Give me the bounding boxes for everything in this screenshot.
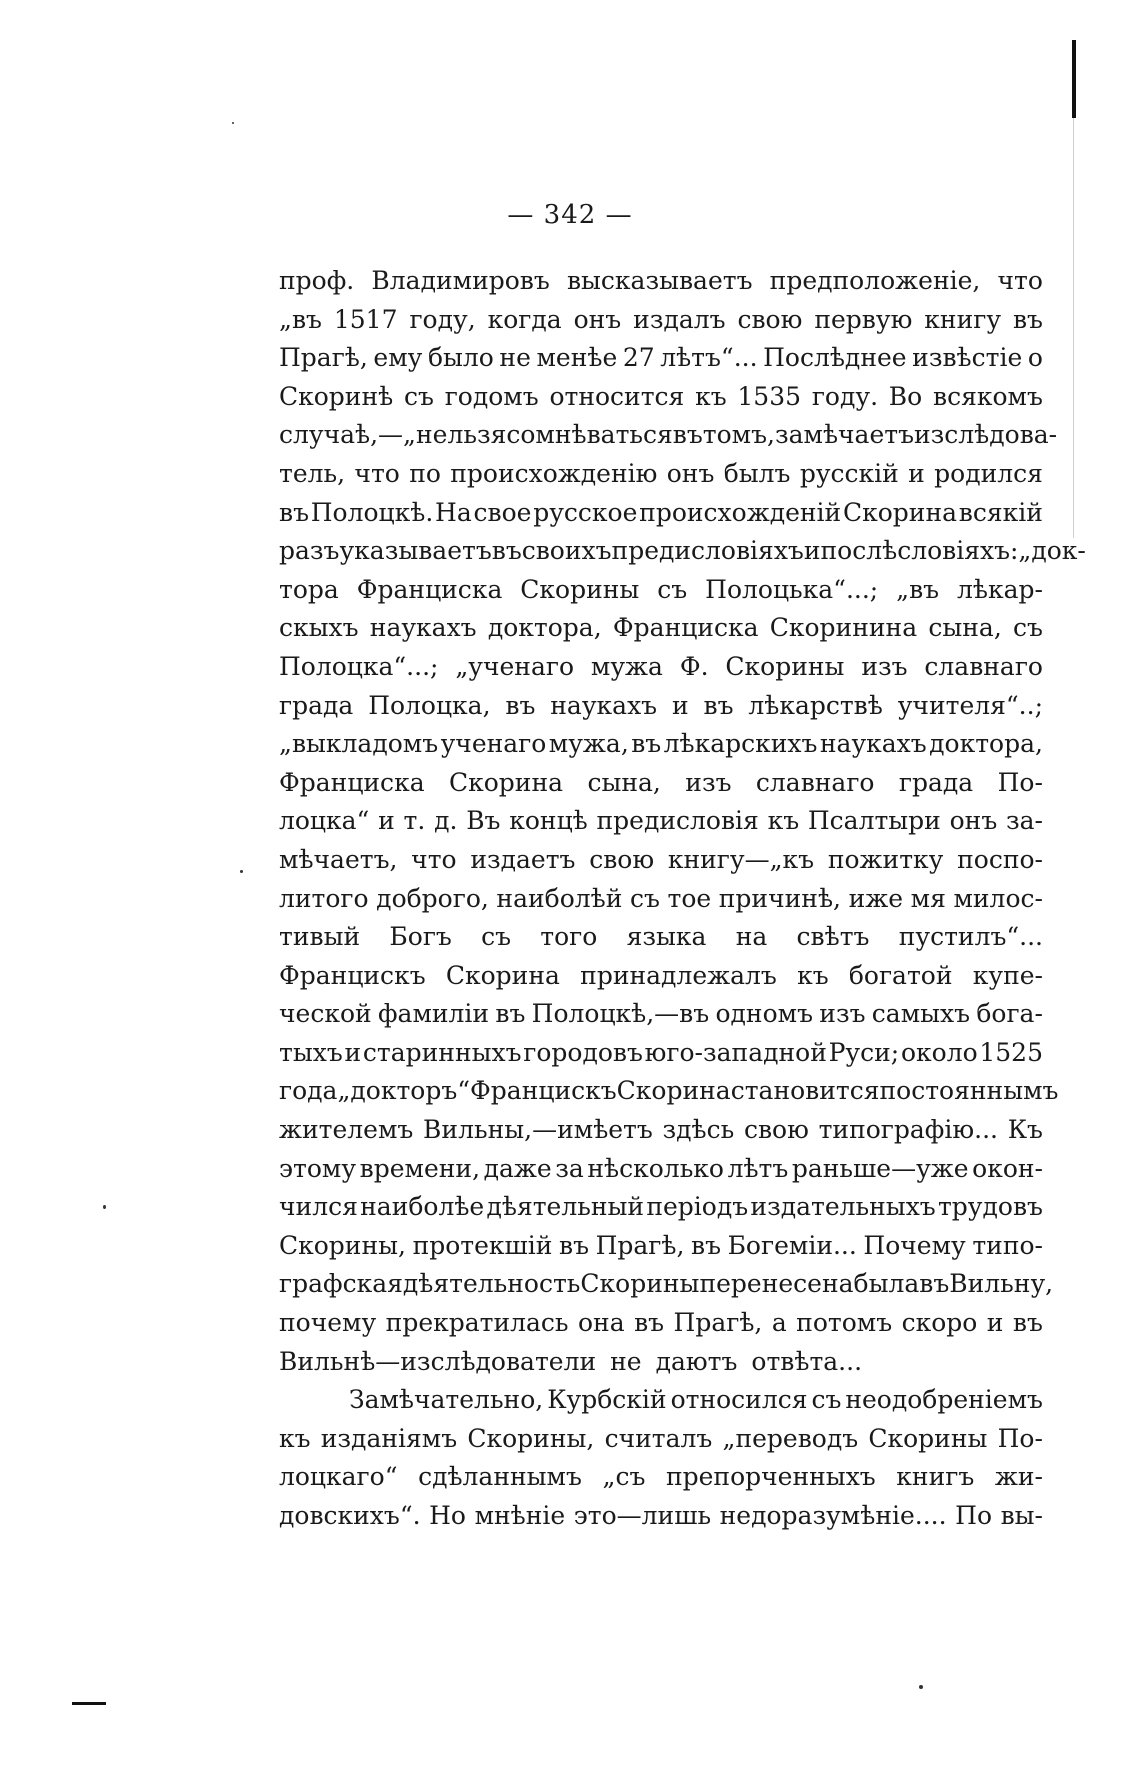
word: когда (487, 304, 562, 334)
word: года (279, 1076, 338, 1106)
word: пустилъ“... (898, 922, 1043, 952)
word: поспо- (957, 844, 1043, 874)
word: Прагѣ, (673, 1308, 763, 1338)
word: 1535 (737, 381, 802, 411)
word: менѣе (536, 343, 618, 373)
word: Послѣднее (763, 343, 907, 373)
word: мя (910, 883, 946, 913)
word: Скорины, (279, 1230, 406, 1260)
word: онъ (949, 806, 998, 836)
text-line (279, 1150, 1043, 1189)
text-line (279, 995, 1043, 1034)
word: града (279, 690, 354, 720)
text-line (279, 802, 1043, 841)
word: къ (767, 806, 800, 836)
word: скоро (901, 1308, 978, 1338)
word: Скорина (449, 767, 564, 797)
word: проф. (279, 266, 355, 295)
word: Вильнѣ—изслѣдователи (279, 1346, 597, 1376)
text-line (279, 494, 1043, 533)
word: лѣтъ“... (660, 343, 758, 373)
text-line (279, 648, 1043, 687)
word: и (908, 458, 925, 488)
word: происхожденію (450, 458, 658, 488)
word: мужа (590, 651, 663, 681)
text-line (279, 1497, 1043, 1536)
word: книгъ (896, 1462, 975, 1492)
word: онъ (573, 304, 622, 334)
word: около (900, 1037, 978, 1067)
text-line (279, 262, 1043, 301)
word: къ (695, 381, 727, 411)
word: съ (811, 1385, 842, 1415)
word: самыхъ (871, 999, 971, 1029)
word: Вильну, (949, 1269, 1054, 1299)
word: Францискъ (279, 960, 426, 990)
word: мѣчаетъ, (279, 844, 398, 874)
word: града (898, 767, 974, 797)
word: свое (473, 497, 532, 527)
word: скыхъ (279, 613, 359, 643)
word: здѣсь (662, 1115, 735, 1145)
word: мужа, (548, 729, 629, 759)
word: сына, (928, 613, 1002, 643)
word: не (499, 343, 531, 373)
word: По (955, 1501, 992, 1530)
word: Скоринѣ (279, 381, 394, 411)
word: Въ (466, 806, 501, 836)
word: Во (888, 381, 923, 411)
word: что (411, 844, 457, 874)
word: неодобреніемъ (845, 1385, 1043, 1415)
word: богатой (848, 960, 953, 990)
word: „докторъ“ (337, 1076, 471, 1106)
word: „въ (279, 304, 322, 334)
word: лѣкарскихъ (663, 729, 818, 759)
text-line (279, 1458, 1043, 1497)
word: извѣстіе (912, 343, 1023, 373)
word: Прагѣ, (279, 343, 368, 373)
word: фамиліи (377, 999, 490, 1029)
word: Богеміи... (727, 1230, 857, 1260)
word: языка (626, 922, 707, 952)
word: а (771, 1308, 787, 1338)
text-line (279, 764, 1043, 803)
scan-speck (232, 122, 234, 124)
word: по (409, 458, 441, 488)
word: прекратилась (385, 1308, 569, 1338)
word: относится (549, 381, 685, 411)
word: потомъ (796, 1308, 893, 1338)
word: съ (481, 922, 512, 952)
word: томъ, (702, 420, 775, 450)
word: первую (814, 304, 913, 334)
word: почему (279, 1308, 377, 1338)
word: Скорины (580, 1269, 700, 1299)
word: съ (657, 574, 688, 604)
word: пожитку (827, 844, 944, 874)
word: этому (279, 1153, 357, 1183)
word: въ (491, 536, 522, 566)
word: онъ (666, 458, 715, 488)
word: протекшій (412, 1230, 553, 1260)
word: въ (1012, 1308, 1043, 1338)
word: доброго, (376, 883, 489, 913)
word: за (555, 1153, 584, 1183)
word: Псалтыри (807, 806, 941, 836)
word: въ (691, 1230, 721, 1260)
text-line (279, 378, 1043, 417)
word: считалъ (604, 1423, 713, 1453)
word: въ (631, 729, 662, 759)
word: Къ (1007, 1115, 1043, 1145)
word: была (853, 1269, 920, 1299)
word: отвѣта... (751, 1346, 863, 1376)
word: происхожденій (639, 497, 842, 527)
word: Но (429, 1501, 466, 1530)
word: окон- (972, 1153, 1043, 1183)
word: году. (811, 381, 879, 411)
word: Скорина (445, 960, 560, 990)
word: вы- (1000, 1501, 1043, 1530)
word: сомнѣваться (506, 420, 673, 450)
word: всякомъ (933, 381, 1043, 411)
word: 1525 (979, 1037, 1043, 1067)
word: Скорины (868, 1423, 988, 1453)
word: Вильны,—имѣетъ (423, 1115, 653, 1145)
word: „съ (602, 1462, 646, 1492)
word: въ (919, 1269, 950, 1299)
word: жителемъ (279, 1115, 414, 1145)
word: недоразумѣніе.... (719, 1501, 947, 1530)
word: времени, (359, 1153, 481, 1183)
word: Франциска (279, 767, 425, 797)
word: „выкладомъ (279, 729, 439, 759)
word: Курбскій (547, 1385, 667, 1415)
word: разъ (279, 536, 340, 566)
word: и (986, 1308, 1004, 1338)
word: литого (279, 883, 369, 913)
word: наукахъ (369, 613, 477, 643)
word: ученаго (440, 729, 547, 759)
word: раньше—уже (791, 1153, 969, 1183)
word: было (427, 343, 494, 373)
scan-speck (240, 870, 243, 873)
word: не (610, 1346, 642, 1376)
word: концѣ (509, 806, 588, 836)
word: книгу (924, 304, 1002, 334)
word: сына, (587, 767, 661, 797)
word: „въ (896, 574, 940, 604)
word: свою (743, 1115, 809, 1145)
word: „док- (1018, 536, 1086, 566)
word: юго-западной (644, 1037, 827, 1067)
word: Полоцка, (368, 690, 491, 720)
word: Полоцька“...; (705, 574, 879, 604)
word: что (354, 458, 400, 488)
word: одномъ (715, 999, 813, 1029)
word: славнаго (755, 767, 875, 797)
word: ему (373, 343, 423, 373)
word: купе- (972, 960, 1043, 990)
word: даютъ (655, 1346, 738, 1376)
scan-speck (919, 1685, 923, 1689)
word: Скорины (520, 574, 640, 604)
word: старинныхъ (362, 1037, 522, 1067)
word: изъ (819, 999, 866, 1029)
word: Скоринина (769, 613, 918, 643)
word: это—лишь (573, 1501, 712, 1530)
word: становится (730, 1076, 880, 1106)
word: Прагѣ, (595, 1230, 685, 1260)
word: постояннымъ (879, 1076, 1059, 1106)
word: относился (670, 1385, 808, 1415)
margin-rule-faint (1073, 118, 1074, 538)
word: тое (667, 883, 712, 913)
word: послѣсловіяхъ: (820, 536, 1019, 566)
word: принадлежалъ (580, 960, 777, 990)
word: По- (997, 767, 1043, 797)
word: славнаго (924, 651, 1043, 681)
word: изданіямъ (320, 1423, 458, 1453)
text-line (279, 1420, 1043, 1459)
word: къ (279, 1423, 311, 1453)
text-line (279, 301, 1043, 340)
word: Скорина (842, 497, 958, 527)
word: указываетъ (339, 536, 492, 566)
text-line (279, 1034, 1043, 1073)
text-line (279, 416, 1058, 455)
word: учителя“..; (897, 690, 1043, 720)
word: своихъ (521, 536, 612, 566)
text-line (279, 1343, 1043, 1382)
text-line (279, 841, 1043, 880)
word: она (578, 1308, 625, 1338)
text-line (279, 1188, 1043, 1227)
word: въ (672, 420, 703, 450)
word: періодъ (646, 1192, 749, 1222)
word: предисловія (596, 806, 759, 836)
word: препорченныхъ (665, 1462, 876, 1492)
text-line (279, 1265, 1054, 1304)
word: По- (997, 1423, 1043, 1453)
word: въ (703, 690, 734, 720)
word: лѣкар- (957, 574, 1043, 604)
word: Почему (863, 1230, 966, 1260)
word: Франциска (356, 574, 503, 604)
word: „переводъ (722, 1423, 859, 1453)
text-line (279, 1072, 1059, 1111)
word: изслѣдова- (914, 420, 1058, 450)
word: 1517 (333, 304, 398, 334)
word: и (378, 806, 395, 836)
word: тивый (279, 922, 361, 952)
word: съ (1013, 613, 1043, 643)
text-line (279, 532, 1086, 571)
text-line (279, 725, 1043, 764)
word: Богъ (389, 922, 452, 952)
word: изъ (685, 767, 732, 797)
word: русское (533, 497, 638, 527)
word: наукахъ (819, 729, 927, 759)
word: съ (629, 883, 660, 913)
word: въ (495, 999, 526, 1029)
word: и (671, 690, 689, 720)
word: городовъ (523, 1037, 643, 1067)
word: лѣкарствѣ (748, 690, 883, 720)
word: издаетъ (470, 844, 576, 874)
word: свѣтъ (796, 922, 870, 952)
word: въ (559, 1230, 589, 1260)
word: въ (1012, 304, 1043, 334)
word: нѣсколько (587, 1153, 724, 1183)
word: Замѣчательно, (349, 1385, 544, 1415)
text-line (279, 339, 1043, 378)
word: милос- (953, 883, 1043, 913)
word: Скорины, (467, 1423, 595, 1453)
word: о (1027, 343, 1043, 373)
word: съ (404, 381, 434, 411)
word: наукахъ (550, 690, 658, 720)
word: замѣчаетъ (774, 420, 914, 450)
word: На (435, 497, 472, 527)
word: типографію... (818, 1115, 998, 1145)
word: въ (279, 497, 309, 527)
scan-speck (103, 1205, 106, 1209)
word: наиболѣе (360, 1192, 485, 1222)
word: дѣятельный (486, 1192, 645, 1222)
word: мнѣніе (474, 1501, 566, 1530)
word: т. (403, 806, 426, 836)
word: Ф. (679, 651, 709, 681)
word: на (735, 922, 768, 952)
word: перенесена (699, 1269, 854, 1299)
text-line (279, 1381, 1043, 1420)
word: тыхъ (279, 1037, 343, 1067)
word: Францискъ (470, 1076, 617, 1106)
word: издательныхъ (750, 1192, 936, 1222)
page-number: — 342 — (507, 200, 633, 230)
word: бога- (976, 999, 1043, 1029)
word: тора (279, 574, 339, 604)
text-line (279, 1111, 1043, 1150)
word: въ (505, 690, 536, 720)
text-line (279, 571, 1043, 610)
text-line (279, 957, 1043, 996)
word: доктора, (487, 613, 602, 643)
word: за- (1006, 806, 1043, 836)
text-line (279, 918, 1043, 957)
word: лоцка“ (279, 806, 370, 836)
word: родился (934, 458, 1043, 488)
word: иже (848, 883, 904, 913)
word: случаѣ,—„нельзя (279, 420, 507, 450)
word: книгу—„къ (667, 844, 815, 874)
word: что (997, 266, 1043, 295)
word: Скорина (616, 1076, 731, 1106)
word: довскихъ“. (279, 1501, 421, 1530)
word: и (803, 536, 821, 566)
word: изъ (861, 651, 908, 681)
word: и (344, 1037, 362, 1067)
word: ческой (279, 999, 372, 1029)
word: русскій (799, 458, 899, 488)
word: году, (409, 304, 476, 334)
word: Полоцкѣ,—въ (531, 999, 710, 1029)
word: того (540, 922, 598, 952)
body-text (279, 262, 1086, 1536)
word: сдѣланнымъ (418, 1462, 582, 1492)
word: д. (434, 806, 458, 836)
word: лоцкаго“ (279, 1462, 398, 1492)
text-line (279, 1227, 1043, 1266)
word: свою (737, 304, 803, 334)
text-line (279, 687, 1043, 726)
word: Скорины (725, 651, 845, 681)
word: дѣятельность (402, 1269, 581, 1299)
word: даже (483, 1153, 552, 1183)
word: въ (634, 1308, 665, 1338)
word: причинѣ, (718, 883, 841, 913)
word: къ (797, 960, 829, 990)
word: свою (589, 844, 655, 874)
scan-dash-mark (72, 1702, 106, 1705)
word: „ученаго (455, 651, 575, 681)
word: издалъ (633, 304, 726, 334)
word: предисловіяхъ (611, 536, 804, 566)
word: Полоцка“...; (279, 651, 439, 681)
word: былъ (723, 458, 791, 488)
word: наиболѣй (496, 883, 623, 913)
word: предположеніе, (769, 266, 981, 295)
word: доктора, (929, 729, 1043, 759)
word: Руси; (828, 1037, 900, 1067)
word: типо- (972, 1230, 1043, 1260)
word: всякій (958, 497, 1043, 527)
word: 27 (622, 343, 655, 373)
text-line (279, 609, 1043, 648)
text-line (279, 455, 1043, 494)
word: Владимировъ (371, 266, 550, 295)
word: лѣтъ (727, 1153, 789, 1183)
word: годомъ (444, 381, 539, 411)
margin-rule (1072, 40, 1076, 118)
word: чился (279, 1192, 358, 1222)
word: трудовъ (937, 1192, 1043, 1222)
word: Франциска (612, 613, 759, 643)
word: жи- (994, 1462, 1043, 1492)
word: графская (279, 1269, 403, 1299)
text-line (279, 880, 1043, 919)
text-line (279, 1304, 1043, 1343)
word: Полоцкѣ. (310, 497, 434, 527)
word: тель, (279, 458, 346, 488)
word: высказываетъ (566, 266, 753, 295)
